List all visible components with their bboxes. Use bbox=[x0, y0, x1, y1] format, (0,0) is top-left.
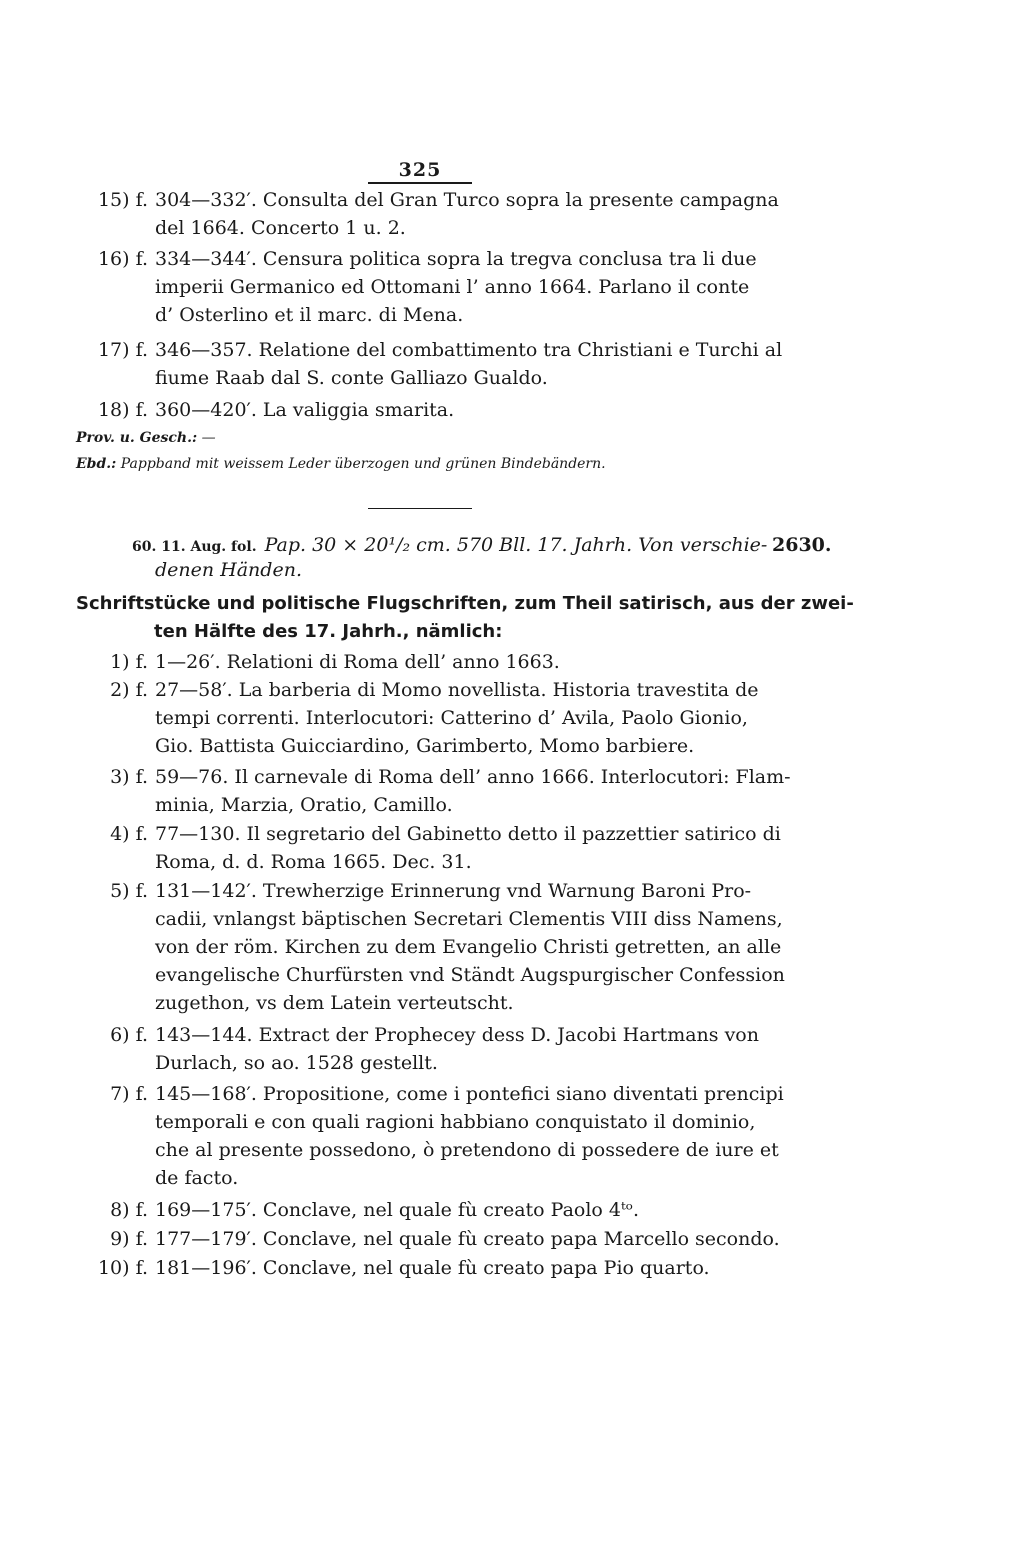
entry-text bbox=[155, 186, 779, 242]
entry-line: 131—142′. Trewherzige Erinnerung vnd Warnung Baroni Pro- bbox=[155, 880, 752, 902]
entry-line: d’ Osterlino et il marc. di Mena. bbox=[155, 304, 464, 326]
entry-line: 59—76. Il carnevale di Roma dell’ anno 1666. Interlocutori: Flam- bbox=[155, 766, 791, 788]
entry-number: 9) f. bbox=[110, 1228, 148, 1250]
entry-line: de facto. bbox=[155, 1167, 239, 1189]
entry-line: temporali e con quali ragioni habbiano conquistato il dominio, bbox=[155, 1111, 756, 1133]
entry-number: 3) f. bbox=[110, 766, 148, 788]
entry-line: Roma, d. d. Roma 1665. Dec. 31. bbox=[155, 851, 472, 873]
entry-line: 304—332′. Consulta del Gran Turco sopra la presente campagna bbox=[155, 189, 779, 211]
entry-line: Gio. Battista Guicciardino, Garimberto, Momo barbiere. bbox=[155, 735, 695, 757]
shelfmark: 2630. bbox=[772, 534, 832, 556]
page-number: 325 bbox=[398, 159, 442, 181]
entry-text bbox=[155, 820, 781, 876]
entry-number: 10) f. bbox=[97, 1257, 148, 1279]
entry-number: 15) f. bbox=[97, 189, 148, 211]
provenance-label: Prov. u. Gesch.: bbox=[76, 430, 198, 446]
entry-line: 143—144. Extract der Prophecey dess D. Jacobi Hartmans von bbox=[155, 1024, 759, 1046]
entry-line: 181—196′. Conclave, nel quale fù creato papa Pio quarto. bbox=[155, 1257, 710, 1279]
provenance-value: — bbox=[201, 430, 216, 446]
entry-text bbox=[155, 1080, 784, 1192]
entry-line: 177—179′. Conclave, nel quale fù creato papa Marcello secondo. bbox=[155, 1228, 780, 1250]
entry-line: del 1664. Concerto 1 u. 2. bbox=[155, 217, 406, 239]
binding-value: Pappband mit weissem Leder überzogen und grünen Bindebändern. bbox=[120, 456, 606, 472]
entry-number: 8) f. bbox=[110, 1199, 148, 1221]
entry-text bbox=[155, 245, 767, 329]
entry-line: evangelische Churfürsten vnd Ständt Augspurgischer Confession bbox=[155, 964, 785, 986]
section-divider bbox=[368, 508, 472, 509]
entry-number: 18) f. bbox=[97, 399, 148, 421]
entry-line: fiume Raab dal S. conte Galliazo Gualdo. bbox=[155, 367, 548, 389]
entry-text bbox=[155, 676, 767, 760]
manuscript-label: 60. 11. Aug. fol. bbox=[132, 539, 257, 555]
title-line: ten Hälfte des 17. Jahrh., nämlich: bbox=[154, 621, 503, 642]
entry-line: imperii Germanico ed Ottomani l’ anno 1664. Parlano il conte bbox=[155, 276, 750, 298]
binding-line bbox=[76, 456, 606, 472]
entry-line: cadii, vnlangst bäptischen Secretari Clementis VIII diss Namens, bbox=[155, 908, 783, 930]
entry-text bbox=[155, 1225, 780, 1253]
manuscript-title bbox=[76, 590, 854, 646]
binding-label: Ebd.: bbox=[76, 456, 117, 472]
entry-line: minia, Marzia, Oratio, Camillo. bbox=[155, 794, 453, 816]
entry-number: 2) f. bbox=[110, 679, 148, 701]
entry-text bbox=[155, 336, 783, 392]
entry-line: tempi correnti. Interlocutori: Catterino d’ Avila, Paolo Gionio, bbox=[155, 707, 748, 729]
entry-text bbox=[155, 763, 791, 819]
entry-number: 6) f. bbox=[110, 1024, 148, 1046]
entry-number: 16) f. bbox=[97, 248, 148, 270]
entry-number: 5) f. bbox=[110, 880, 148, 902]
entry-line: 27—58′. La barberia di Momo novellista. Historia travestita de bbox=[155, 679, 759, 701]
entry-line: che al presente possedono, ò pretendono di possedere de iure et bbox=[155, 1139, 779, 1161]
manuscript-description-cont: denen Händen. bbox=[155, 559, 302, 581]
entry-line: 346—357. Relatione del combattimento tra Christiani e Turchi al bbox=[155, 339, 783, 361]
entry-text bbox=[155, 648, 767, 676]
entry-number: 4) f. bbox=[110, 823, 148, 845]
manuscript-heading bbox=[132, 530, 767, 562]
entry-text bbox=[155, 1254, 767, 1282]
entry-number: 17) f. bbox=[97, 339, 148, 361]
entry-line: 77—130. Il segretario del Gabinetto detto il pazzettier satirico di bbox=[155, 823, 781, 845]
entry-line: 334—344′. Censura politica sopra la tregva conclusa tra li due bbox=[155, 248, 757, 270]
entry-text bbox=[155, 1021, 767, 1077]
entry-text bbox=[155, 1196, 767, 1224]
manuscript-description: Pap. 30 × 20¹/₂ cm. 570 Bll. 17. Jahrh. Von verschie- bbox=[264, 534, 768, 556]
entry-line: 360—420′. La valiggia smarita. bbox=[155, 399, 455, 421]
entry-text bbox=[155, 877, 785, 1017]
entry-line: von der röm. Kirchen zu dem Evangelio Christi getretten, an alle bbox=[155, 936, 782, 958]
header-rule bbox=[368, 182, 472, 184]
entry-number: 7) f. bbox=[110, 1083, 148, 1105]
entry-number: 1) f. bbox=[110, 651, 148, 673]
entry-line: Durlach, so ao. 1528 gestellt. bbox=[155, 1052, 438, 1074]
provenance-line bbox=[76, 430, 216, 446]
title-line: Schriftstücke und politische Flugschriften, zum Theil satirisch, aus der zwei- bbox=[76, 593, 854, 614]
entry-line: 1—26′. Relationi di Roma dell’ anno 1663. bbox=[155, 651, 560, 673]
entry-line: zugethon, vs dem Latein verteutscht. bbox=[155, 992, 514, 1014]
entry-line: 145—168′. Propositione, come i pontefici siano diventati prencipi bbox=[155, 1083, 784, 1105]
entry-text bbox=[155, 396, 767, 424]
entry-line: 169—175′. Conclave, nel quale fù creato Paolo 4ᵗᵒ. bbox=[155, 1199, 640, 1221]
